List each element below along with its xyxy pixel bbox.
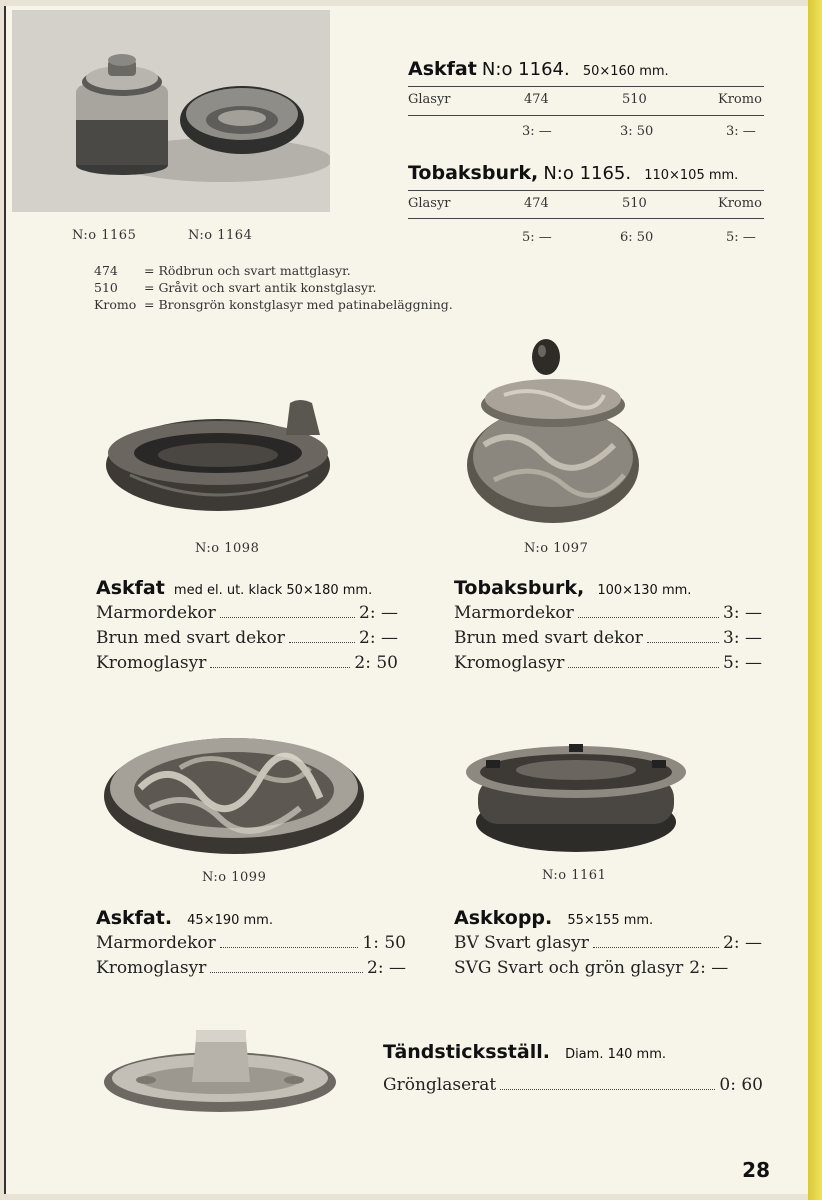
photo-1161 [464,738,688,858]
price-line: Kromoglasyr 2: 50 [96,653,398,673]
photo-tandsticksstall [100,1022,340,1116]
dimensions: 110×105 mm. [644,168,739,183]
header-tobaksburk-1165 [408,162,738,184]
header-tobaksburk-1097: Tobaksburk, 100×130 mm. [454,577,692,599]
header-askfat-1098: Askfat med el. ut. klack 50×180 mm. [96,577,373,599]
caption-1164: N:o 1164 [188,228,253,243]
header-askfat-1164 [408,58,669,80]
header-askkopp-1161: Askkopp. 55×155 mm. [454,907,654,929]
glaze-legend [94,262,453,313]
page-number: 28 [742,1158,770,1182]
header-askfat-1099: Askfat. 45×190 mm. [96,907,273,929]
photo-1098 [100,395,340,525]
price-line: Brun med svart dekor 3: — [454,628,762,648]
legend-row: Kromo = Bronsgrön konstglasyr med patinabeläggning. [94,297,453,312]
price-474: 3: — [522,124,552,139]
photo-1164-1165 [12,10,330,212]
col-glasyr: Glasyr [408,92,451,107]
title: Tobaksburk, [408,162,539,184]
header-tandsticksstall: Tändsticksställ. Diam. 140 mm. [383,1041,666,1063]
price-510: 3: 50 [620,124,654,139]
caption-1098: N:o 1098 [195,541,260,556]
price-line: Kromoglasyr 5: — [454,653,762,673]
price-kromo: 5: — [726,230,756,245]
dimensions: 50×160 mm. [582,64,669,79]
photo-1099 [100,728,368,858]
caption-1099: N:o 1099 [202,870,267,885]
price-line: Marmordekor 2: — [96,603,398,623]
price-line: SVG Svart och grön glasyr 2: — [454,958,729,978]
col-glasyr: Glasyr [408,196,451,211]
col-474: 474 [524,196,549,211]
caption-1161: N:o 1161 [542,868,607,883]
legend-row: 474 = Rödbrun och svart mattglasyr. [94,263,351,278]
number: N:o 1165. [543,163,632,184]
price-line: BV Svart glasyr 2: — [454,933,762,953]
price-line: Marmordekor 3: — [454,603,762,623]
col-510: 510 [622,92,647,107]
price-474: 5: — [522,230,552,245]
col-kromo: Kromo [718,92,762,107]
price-510: 6: 50 [620,230,654,245]
page-edge [808,0,822,1200]
col-474: 474 [524,92,549,107]
price-kromo: 3: — [726,124,756,139]
number: N:o 1164. [481,59,570,80]
price-line: Kromoglasyr 2: — [96,958,406,978]
title: Askfat [408,58,477,80]
col-510: 510 [622,196,647,211]
price-line: Marmordekor 1: 50 [96,933,406,953]
col-kromo: Kromo [718,196,762,211]
photo-1097 [464,335,642,525]
caption-1097: N:o 1097 [524,541,589,556]
price-line: Grönglaserat 0: 60 [383,1075,763,1095]
legend-row: 510 = Gråvit och svart antik konstglasyr. [94,280,377,295]
caption-1165: N:o 1165 [72,228,137,243]
price-line: Brun med svart dekor 2: — [96,628,398,648]
